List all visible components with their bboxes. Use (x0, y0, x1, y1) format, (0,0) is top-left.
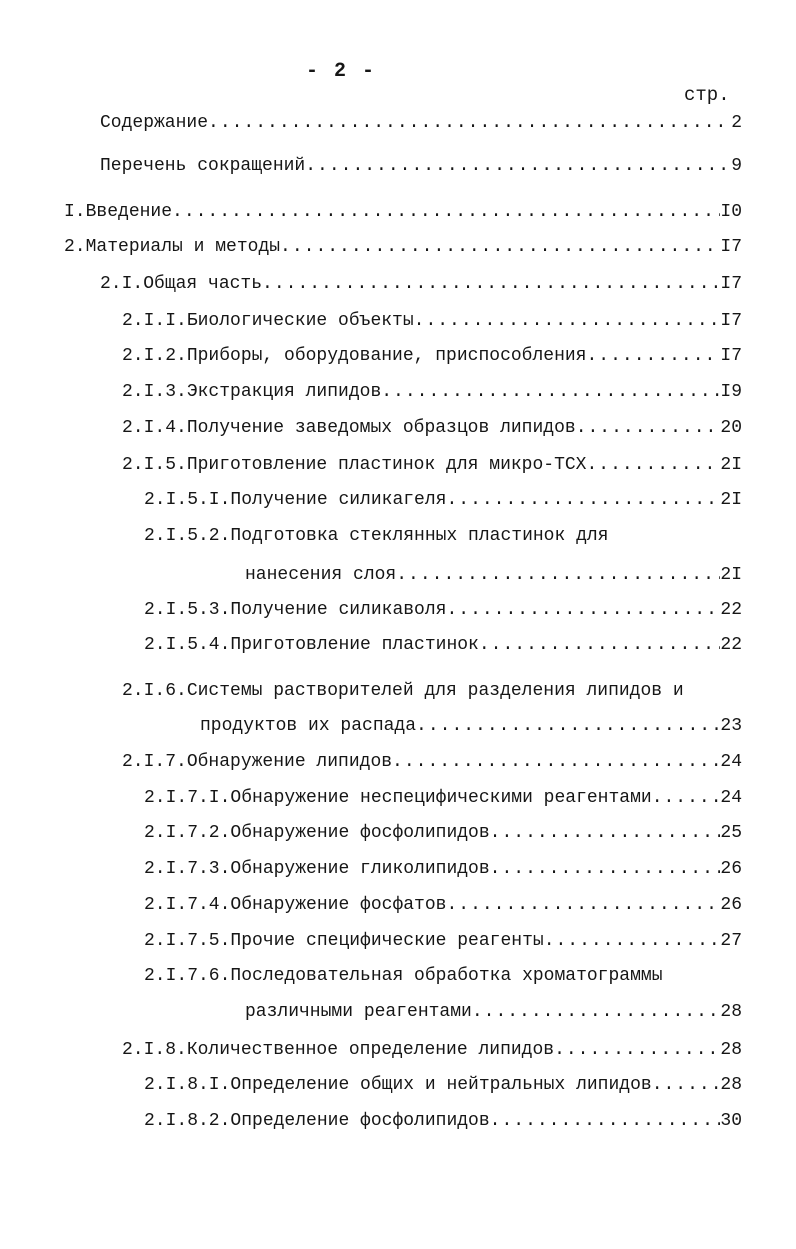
toc-entry-abbreviations (100, 151, 742, 181)
toc-leader-dots (396, 565, 720, 585)
toc-number: 2.I.8.2. (144, 1111, 231, 1131)
toc-page: 9 (731, 156, 742, 176)
toc-leader-dots (416, 716, 720, 736)
toc-page: 30 (720, 1111, 742, 1131)
toc-entry-1 (64, 197, 742, 227)
toc-page: 2I (720, 455, 742, 475)
toc-title: Приборы, оборудование, приспособления (186, 346, 587, 366)
toc-title: Содержание (100, 113, 209, 133)
toc-title: Обнаружение гликолипидов (230, 859, 490, 879)
toc-entry-2-1-5 (122, 450, 742, 480)
page-column-label: стр. (684, 84, 730, 106)
toc-number: 2.I.I. (122, 311, 187, 331)
toc-entry-2-1-6 (122, 676, 742, 706)
toc-number: 2.I.7.3. (144, 859, 231, 879)
toc-number: 2.I.7.I. (144, 788, 231, 808)
toc-title: Системы растворителей для разделения липидов и (186, 681, 684, 701)
toc-leader-dots (446, 600, 720, 620)
toc-entry-2-1-7-6-continued (245, 997, 742, 1027)
toc-entry-2-1-2 (122, 341, 742, 371)
toc-entry-2-1-7 (122, 747, 742, 777)
toc-entry-2-1-7-3 (144, 854, 742, 884)
toc-page: 25 (720, 823, 742, 843)
toc-entry-2-1-8 (122, 1035, 742, 1065)
toc-number: 2.I.7.6. (144, 966, 231, 986)
toc-title: Перечень сокращений (100, 156, 306, 176)
toc-page: 23 (720, 716, 742, 736)
toc-title: нанесения слоя (245, 565, 397, 585)
toc-title: продуктов их распада (200, 716, 417, 736)
toc-title: Получение силикагеля (230, 490, 447, 510)
toc-title: Материалы и методы (85, 237, 281, 257)
toc-leader-dots (586, 346, 720, 366)
toc-page: 27 (720, 931, 742, 951)
toc-title: Количественное определение липидов (186, 1040, 555, 1060)
toc-title: Подготовка стеклянных пластинок для (230, 526, 609, 546)
toc-entry-2-1-5-4 (144, 630, 742, 660)
toc-leader-dots (414, 311, 721, 331)
toc-page: 22 (720, 635, 742, 655)
toc-number: 2.I.5.2. (144, 526, 231, 546)
toc-page: I7 (720, 274, 742, 294)
page-number: - 2 - (306, 60, 377, 83)
toc-page: I0 (720, 202, 742, 222)
toc-entry-2-1-5-2 (144, 521, 742, 551)
toc-leader-dots (208, 113, 731, 133)
toc-leader-dots (262, 274, 720, 294)
toc-entry-2-1-5-2-continued (245, 560, 742, 590)
toc-leader-dots (446, 490, 720, 510)
toc-entry-2-1-6-continued (200, 711, 742, 741)
toc-leader-dots (544, 931, 721, 951)
toc-number: I. (64, 202, 86, 222)
toc-number: 2.I.3. (122, 382, 187, 402)
toc-page: 26 (720, 895, 742, 915)
toc-page: 24 (720, 788, 742, 808)
toc-leader-dots (554, 1040, 720, 1060)
toc-entry-2-1-7-5 (144, 926, 742, 956)
toc-number: 2.I.8.I. (144, 1075, 231, 1095)
toc-number: 2. (64, 237, 86, 257)
toc-number: 2.I.4. (122, 418, 187, 438)
toc-page: 2I (720, 565, 742, 585)
toc-title: различными реагентами (245, 1002, 472, 1022)
toc-title: Биологические объекты (186, 311, 414, 331)
toc-entry-2-1 (100, 269, 742, 299)
toc-number: 2.I. (100, 274, 144, 294)
toc-leader-dots (490, 823, 721, 843)
toc-number: 2.I.5. (122, 455, 187, 475)
toc-leader-dots (381, 382, 720, 402)
toc-page: I7 (720, 237, 742, 257)
toc-entry-contents (100, 108, 742, 138)
toc-page: 24 (720, 752, 742, 772)
toc-page: I9 (720, 382, 742, 402)
toc-title: Получение силикаволя (230, 600, 447, 620)
toc-title: Введение (85, 202, 173, 222)
toc-page: 20 (720, 418, 742, 438)
toc-number: 2.I.2. (122, 346, 187, 366)
toc-leader-dots (586, 455, 720, 475)
toc-title: Последовательная обработка хроматограммы (230, 966, 663, 986)
toc-entry-2-1-7-4 (144, 890, 742, 920)
toc-title: Экстракция липидов (186, 382, 382, 402)
toc-leader-dots (280, 237, 720, 257)
toc-leader-dots (392, 752, 720, 772)
toc-leader-dots (652, 788, 721, 808)
toc-entry-2-1-3 (122, 377, 742, 407)
toc-title: Получение заведомых образцов липидов (186, 418, 576, 438)
toc-entry-2-1-8-1 (144, 1070, 742, 1100)
toc-page: 2I (720, 490, 742, 510)
toc-number: 2.I.6. (122, 681, 187, 701)
toc-leader-dots (472, 1002, 721, 1022)
toc-entry-2-1-1 (122, 306, 742, 336)
toc-number: 2.I.7.4. (144, 895, 231, 915)
toc-number: 2.I.7.2. (144, 823, 231, 843)
toc-title: Определение общих и нейтральных липидов (230, 1075, 652, 1095)
toc-title: Обнаружение фосфатов (230, 895, 447, 915)
toc-page: 28 (720, 1040, 742, 1060)
toc-page: 26 (720, 859, 742, 879)
toc-title: Определение фосфолипидов (230, 1111, 490, 1131)
toc-leader-dots (446, 895, 720, 915)
toc-leader-dots (490, 1111, 721, 1131)
toc-title: Обнаружение фосфолипидов (230, 823, 490, 843)
toc-entry-2-1-5-3 (144, 595, 742, 625)
toc-entry-2-1-7-1 (144, 783, 742, 813)
toc-leader-dots (305, 156, 731, 176)
toc-leader-dots (479, 635, 721, 655)
toc-page: 2 (731, 113, 742, 133)
toc-leader-dots (652, 1075, 721, 1095)
toc-leader-dots (576, 418, 721, 438)
toc-title: Общая часть (143, 274, 263, 294)
toc-title: Обнаружение неспецифическими реагентами (230, 788, 652, 808)
toc-leader-dots (490, 859, 721, 879)
toc-number: 2.I.7.5. (144, 931, 231, 951)
toc-entry-2-1-8-2 (144, 1106, 742, 1136)
toc-number: 2.I.7. (122, 752, 187, 772)
toc-page: I7 (720, 311, 742, 331)
toc-number: 2.I.5.I. (144, 490, 231, 510)
toc-page: 22 (720, 600, 742, 620)
toc-title: Приготовление пластинок (230, 635, 479, 655)
toc-page: 28 (720, 1002, 742, 1022)
toc-entry-2-1-4 (122, 413, 742, 443)
toc-number: 2.I.8. (122, 1040, 187, 1060)
toc-page: 28 (720, 1075, 742, 1095)
toc-entry-2-1-7-6 (144, 961, 742, 991)
toc-entry-2-1-5-1 (144, 485, 742, 515)
toc-title: Приготовление пластинок для микро-ТСХ (186, 455, 587, 475)
toc-number: 2.I.5.3. (144, 600, 231, 620)
toc-entry-2-1-7-2 (144, 818, 742, 848)
toc-title: Обнаружение липидов (186, 752, 393, 772)
toc-leader-dots (172, 202, 720, 222)
toc-entry-2 (64, 232, 742, 262)
toc-number: 2.I.5.4. (144, 635, 231, 655)
toc-page: I7 (720, 346, 742, 366)
toc-title: Прочие специфические реагенты (230, 931, 544, 951)
